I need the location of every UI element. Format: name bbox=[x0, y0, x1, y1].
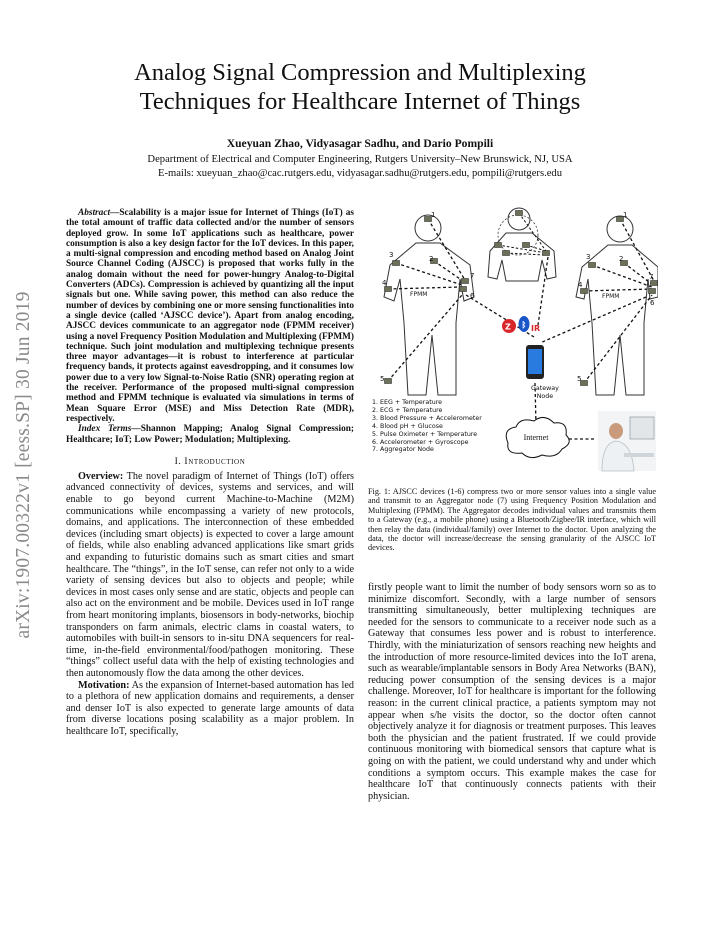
internet-label: Internet bbox=[523, 433, 549, 442]
legend-item: 5. Pulse Oximeter + Temperature bbox=[372, 430, 478, 438]
section-heading bbox=[66, 456, 354, 467]
node-number-5-right: 5 bbox=[577, 375, 582, 383]
fpmm-label-left: FPMM bbox=[410, 291, 428, 298]
legend-item: 4. Blood pH + Glucose bbox=[372, 422, 443, 430]
doctor-photo bbox=[598, 411, 656, 471]
svg-text:ᛒ: ᛒ bbox=[521, 320, 527, 330]
node-number-3-left: 3 bbox=[389, 251, 394, 259]
motivation-lead: Motivation: bbox=[78, 679, 130, 691]
patient-left-figure bbox=[384, 215, 474, 395]
node-number-1-left: 1 bbox=[431, 211, 436, 219]
title-line-2: Techniques for Healthcare Internet of Things bbox=[139, 88, 581, 115]
abstract-text: —Scalability is a major issue for Internet of Things (IoT) as the total amount of traffic data collected and/or the number of sensors deployed grow. In some IoT applications such as healthcare, power consumption is also a key design factor for the IoT devices. In this paper, a multi-signal compression and encoding method based on Analog Joint Source Channel Coding (AJSCC) is proposed that works fully in the analog domain without the need for power-hungry Analog-to-Digital Converters (ADCs). Compression is achieved by quantizing all the input signals but one. While saving power, this method can also reduce the number of devices by combining one or more sensing functionalities into a single device (called ‘AJSCC device’). Apart from analog encoding, AJSCC devices communicate to an aggregator node (FPMM receiver) using a novel Frequency Position Modulation and Multiplexing (FPMM) technique. Such joint modulation and multiplexing technique presents three mayor advantages—it is robust to interference at particular frequency bands, it protects against eavesdropping, and it consumes low power due to a very low Signal-to-Noise Ratio (SNR) operating region at the receiver. Performance of the proposed multi-signal compression method and FPMM technique is evaluated via simulations in terms of Mean Square Error (MSE) and Miss Detection Rate (MDR), respectively. bbox=[66, 208, 354, 424]
patient-right-figure bbox=[576, 216, 658, 395]
links-left bbox=[388, 219, 534, 381]
legend-item: 3. Blood Pressure + Accelerometer bbox=[372, 414, 482, 422]
right-column bbox=[368, 582, 656, 802]
node-number-6-left: 6 bbox=[470, 292, 475, 300]
paper-title bbox=[60, 58, 660, 116]
continued-paragraph: firstly people want to limit the number of body sensors worn so as to minimize discomfort. Secondly, with a large number of sensors transmitting simultaneously, better multiplexing techniques are needed for the sensors to communicate to a receiver node such as a Gateway that consumes less power and is robust to interference. Thirdly, with the miniaturization of sensors reaching new heights and the introduction of more resource-limited devices into the IoT arena, such as wearable/implantable sensors in Body Area Networks (BAN), reducing power consumption of the sensing devices is a major challenge. Moreover, IoT for healthcare is important for the following reason: in the current clinical practice, a patients symptom may not appear when s/he visits the doctor, so the doctor often cannot objectively analyze it for diagnosis or treatment purposes. This leaves both the physician and the patient frustrated. If we could provide continuous monitoring with biomedical sensors that capture what is going on with the patient, we could understand why and under which conditions a symptom occurs. This example makes the case for healthcare IoT that continuously connects patients with their physician. bbox=[368, 582, 656, 802]
legend-item: 7. Aggregator Node bbox=[372, 446, 434, 454]
gateway-label-line-1: Gateway bbox=[531, 385, 559, 392]
arxiv-stamp bbox=[4, 265, 44, 665]
fpmm-label-right: FPMM bbox=[602, 293, 620, 300]
node-number-5-left: 5 bbox=[380, 375, 385, 383]
overview-paragraph bbox=[66, 471, 354, 680]
abstract-label: Abstract bbox=[78, 208, 111, 218]
node-number-2-left: 2 bbox=[429, 255, 434, 263]
section-heading-text: I. Introduction bbox=[174, 455, 246, 467]
node-number-3-right: 3 bbox=[586, 253, 591, 261]
overview-lead: Overview: bbox=[78, 470, 124, 482]
authors: Xueyuan Zhao, Vidyasagar Sadhu, and Dario Pompili bbox=[226, 137, 494, 150]
links-right bbox=[538, 219, 654, 383]
node-number-4-left: 4 bbox=[382, 279, 387, 287]
abstract bbox=[66, 208, 354, 424]
node-numbers bbox=[380, 211, 655, 383]
legend-item: 1. EEG + Temperature bbox=[372, 399, 443, 406]
motivation-text: As the expansion of Internet-based automation has led to a plethora of new application domains and requirements, a denser and denser IoT is also expected to generate large amounts of data from diverse locations posing scalability as a major problem. In healthcare IoT, specifically, bbox=[66, 679, 354, 737]
affiliation: Department of Electrical and Computer Engineering, Rutgers University–New Brunswick, NJ, USA bbox=[147, 154, 573, 165]
motivation-paragraph bbox=[66, 680, 354, 738]
node-number-1-right: 1 bbox=[623, 211, 628, 219]
node-number-4-right: 4 bbox=[578, 281, 583, 289]
node-number-6-right: 6 bbox=[650, 299, 655, 307]
index-terms-text: —Shannon Mapping; Analog Signal Compression; Healthcare; IoT; Low Power; Modulation; Multiplexing. bbox=[66, 424, 354, 445]
wireless-icons bbox=[502, 316, 540, 333]
gateway-label-line-2: Node bbox=[536, 392, 554, 400]
phone-gateway-icon bbox=[526, 345, 544, 379]
index-terms-label: Index Terms bbox=[78, 424, 132, 435]
title-line-1: Analog Signal Compression and Multiplexing bbox=[134, 59, 586, 86]
index-terms bbox=[66, 424, 354, 445]
legend-item: 6. Accelerometer + Gyroscope bbox=[372, 438, 469, 446]
arxiv-id: arXiv:1907.00322v1 [eess.SP] 30 Jun 2019 bbox=[13, 291, 34, 639]
node-number-2-right: 2 bbox=[619, 255, 624, 263]
overview-text: The novel paradigm of Internet of Things (IoT) offers advanced connectivity of devices, systems and services, and will enable to go beyond current Machine-to-Machine (M2M) communications while encompassing a variety of new protocols, domains, and applications. The interconnection of these embedded devices (including smart objects) is expected to cover a large amount of fields, while also enabling advanced applications like smart grids and expanding to futuristic domains such as smart cities and smart healthcare. The “things”, in the IoT sense, can refer not only to a wide variety of sensing devices but also to objects and people; while devices in most cases only sense and are static, objects and people can also act on the environment and be mobile. Devices used in IoT range from heart monitoring implants, biosensors in body-networks, biochip transponders on farm animals, electric clams in coastal waters, to automobiles with built-in sensors to in-situ DNA sequencers for real-time, in-the-field environmental/food/pathogen monitoring. These “things” collect useful data with the help of existing technologies and then autonomously flow the data among the other devices. bbox=[66, 470, 354, 679]
node-number-7-right: 7 bbox=[649, 273, 654, 281]
affiliation-block bbox=[60, 153, 660, 180]
left-column bbox=[66, 208, 354, 737]
gateway-label bbox=[531, 385, 559, 400]
node-number-7-left: 7 bbox=[470, 272, 475, 280]
ir-label: IR bbox=[531, 324, 541, 333]
figure-caption: Fig. 1: AJSCC devices (1-6) compress two or more sensor values into a single value and transmit to an Aggregator node (7) using Frequency Position Modulation and Multiplexing (FPMM). The Aggregator decodes individual values and transmits them to a Gateway (e.g., a mobile phone) using a Bluetooth/Zigbee/IR interface, which will then relay the data (individual/family) over Internet to the doctor. Upon analyzing the data, the doctor will increase/decrease the sensing granularity of the AJSCC IoT devices. bbox=[368, 487, 656, 553]
svg-text:Z: Z bbox=[505, 322, 511, 332]
emails: E-mails: xueyuan_zhao@cac.rutgers.edu, vidyasagar.sadhu@rutgers.edu, pompili@rutgers.edu bbox=[157, 167, 563, 179]
figure-legend bbox=[372, 399, 482, 454]
legend-item: 2. ECG + Temperature bbox=[372, 406, 443, 414]
